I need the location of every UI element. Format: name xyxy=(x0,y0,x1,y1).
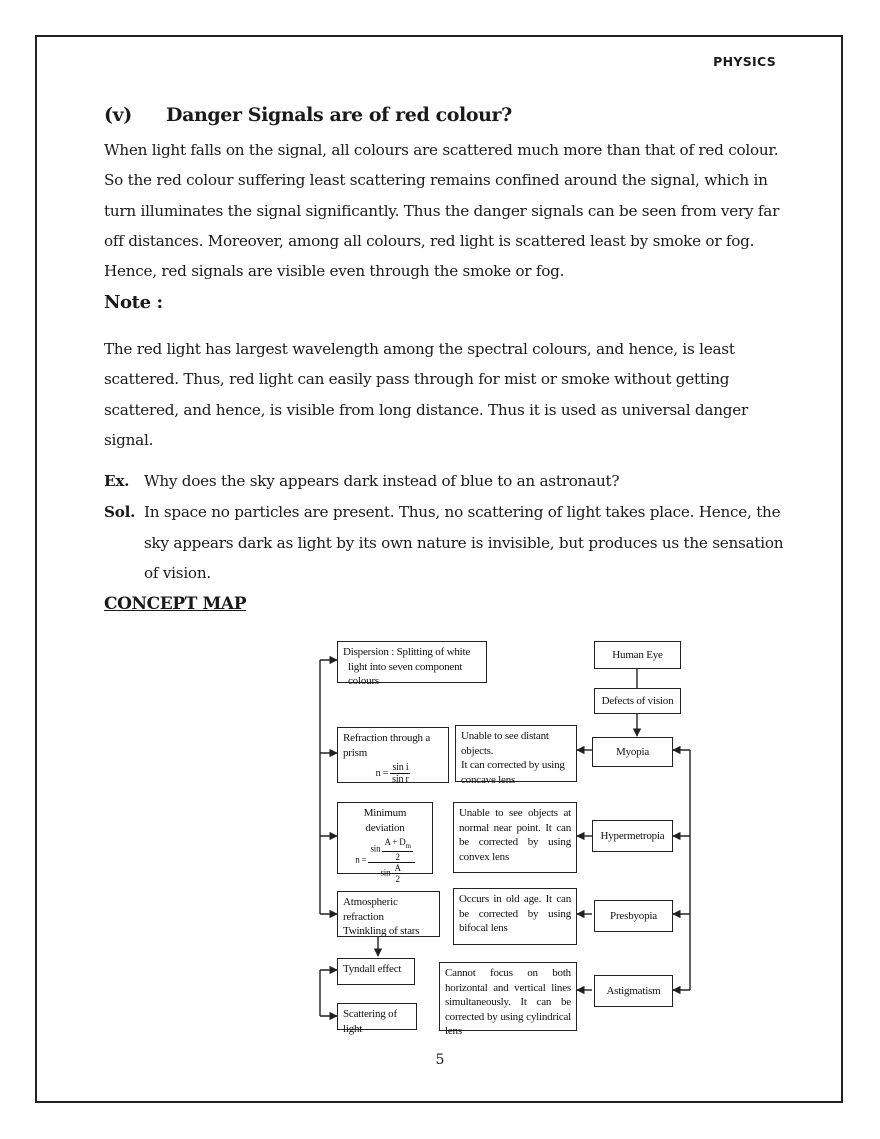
section-number: (v) xyxy=(104,104,132,126)
sin-label: sin xyxy=(380,867,391,878)
inner-denominator: 2 xyxy=(395,851,400,862)
min-deviation-title: Minimum deviation xyxy=(363,807,407,834)
presbyopia-box: Presbyopia xyxy=(594,900,673,932)
formula-lhs: n = xyxy=(375,767,389,779)
prism-formula xyxy=(343,762,443,785)
myopia-box: Myopia xyxy=(592,737,673,767)
atmospheric-box xyxy=(337,891,440,937)
inner-numerator: A xyxy=(394,862,401,873)
solution-line: sky appears dark as light by its own nature is invisible, but produces us the sensation xyxy=(144,533,784,552)
solution-text xyxy=(144,497,784,589)
formula-denominator: sin r xyxy=(392,774,409,785)
section-heading xyxy=(104,104,512,126)
min-deviation-formula xyxy=(343,837,427,884)
section-paragraph xyxy=(104,135,784,286)
sol-tag: Sol. xyxy=(104,503,136,521)
inner-denominator: 2 xyxy=(395,873,400,884)
prism-title: Refraction through a prism xyxy=(343,732,431,759)
myopia-desc-box xyxy=(455,725,577,786)
prism-box xyxy=(337,727,449,783)
example-solution xyxy=(104,497,784,589)
formula-denominator xyxy=(381,863,403,884)
hyper-desc-box: Unable to see objects at normal near point. It can be corrected by using convex lens xyxy=(453,802,577,873)
paragraph-line: So the red colour suffering least scattering remains confined around the signal, which in xyxy=(104,171,768,190)
a-plus-d: A + D xyxy=(384,837,406,847)
paragraph-line: off distances. Moreover, among all colours, red light is scattered least by smoke or fog. xyxy=(104,231,755,250)
paragraph-line: Hence, red signals are visible even through the smoke or fog. xyxy=(104,262,565,281)
desc-line: concave lens xyxy=(461,773,516,786)
page-number: 5 xyxy=(435,1052,445,1068)
paragraph-line: turn illuminates the signal significantly. Thus the danger signals can be seen from very far xyxy=(104,201,780,220)
concept-map-title: CONCEPT MAP xyxy=(104,594,247,614)
dispersion-line: Dispersion : Splitting of white xyxy=(343,646,471,658)
paragraph-line: The red light has largest wavelength among the spectral colours, and hence, is least xyxy=(104,340,735,358)
paragraph-line: When light falls on the signal, all colours are scattered much more than that of red colour. xyxy=(104,141,779,159)
ex-tag: Ex. xyxy=(104,472,130,490)
min-deviation-box xyxy=(337,802,433,884)
atmospheric-line: Twinkling of stars xyxy=(343,925,420,937)
example-question xyxy=(104,466,784,497)
formula-lhs: n = xyxy=(355,854,367,865)
formula-numerator: sin i xyxy=(392,762,409,773)
atmospheric-line: Atmospheric refraction xyxy=(343,896,398,923)
dispersion-line: light into seven component colours xyxy=(348,660,463,687)
subject-header: PHYSICS xyxy=(713,54,776,69)
inner-fraction xyxy=(392,863,402,884)
paragraph-line: signal. xyxy=(104,430,154,449)
presby-desc-box: Occurs in old age. It can be corrected by using bifocal lens xyxy=(453,888,577,945)
desc-line: It can corrected by using xyxy=(461,759,565,771)
note-paragraph xyxy=(104,334,784,455)
astigmatism-box: Astigmatism xyxy=(594,975,673,1007)
section-title: Danger Signals are of red colour? xyxy=(166,104,512,126)
formula-fraction xyxy=(368,837,414,884)
dispersion-box xyxy=(337,641,487,687)
inner-fraction xyxy=(382,837,412,862)
solution-line: In space no particles are present. Thus, no scattering of light takes place. Hence, the xyxy=(144,503,781,521)
tyndall-box: Tyndall effect xyxy=(337,958,415,985)
hypermetropia-box: Hypermetropia xyxy=(592,820,673,852)
defects-box: Defects of vision xyxy=(594,688,681,714)
formula-fraction xyxy=(390,762,410,785)
desc-line: Unable to see distant objects. xyxy=(461,730,549,757)
human-eye-box: Human Eye xyxy=(594,641,681,669)
inner-numerator xyxy=(382,837,412,852)
note-heading: Note : xyxy=(104,292,163,313)
paragraph-line: scattered. Thus, red light can easily pass through for mist or smoke without getting xyxy=(104,370,730,389)
scattering-box: Scattering of light xyxy=(337,1003,417,1030)
paragraph-line: scattered, and hence, is visible from long distance. Thus it is used as universal danger xyxy=(104,400,748,419)
subscript-m: m xyxy=(405,841,411,850)
formula-numerator xyxy=(368,837,414,863)
astig-desc-box: Cannot focus on both horizontal and vertical lines simultaneously. It can be corrected by using cylindrical lens xyxy=(439,962,577,1031)
solution-line: of vision. xyxy=(144,564,211,582)
sin-label: sin xyxy=(370,843,381,854)
question-text: Why does the sky appears dark instead of blue to an astronaut? xyxy=(144,472,620,490)
